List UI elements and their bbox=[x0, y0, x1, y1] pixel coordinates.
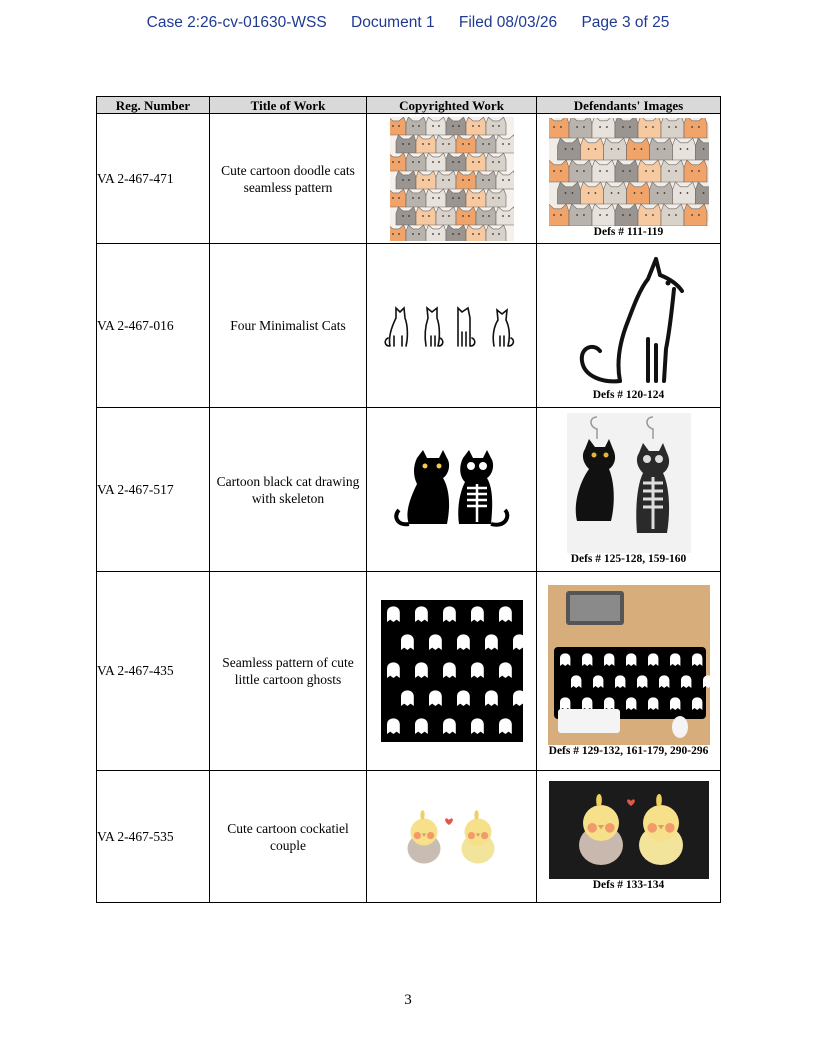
infringement-table bbox=[96, 96, 721, 903]
reg-number: VA 2-467-471 bbox=[97, 114, 210, 244]
document-number: Document 1 bbox=[351, 14, 435, 31]
table-row bbox=[97, 572, 721, 771]
table-header-row bbox=[97, 97, 721, 114]
defs-numbers: Defs # 111-119 bbox=[593, 226, 664, 238]
col-defendants-images: Defendants' Images bbox=[537, 97, 721, 114]
copyrighted-work-image bbox=[367, 771, 537, 903]
doodle-cats-product-image bbox=[549, 118, 709, 226]
title-of-work: Four Minimalist Cats bbox=[210, 244, 367, 408]
ghost-desk-mat-image bbox=[548, 585, 710, 745]
defendants-image bbox=[537, 244, 721, 408]
case-header bbox=[0, 14, 816, 32]
case-number: Case 2:26-cv-01630-WSS bbox=[146, 14, 327, 31]
reg-number: VA 2-467-535 bbox=[97, 771, 210, 903]
col-copyrighted-work: Copyrighted Work bbox=[367, 97, 537, 114]
reg-number: VA 2-467-016 bbox=[97, 244, 210, 408]
cat-earrings-image bbox=[567, 413, 691, 553]
defs-numbers: Defs # 133-134 bbox=[592, 879, 665, 891]
col-title-of-work: Title of Work bbox=[210, 97, 367, 114]
page-count: Page 3 of 25 bbox=[581, 14, 670, 31]
page-number: 3 bbox=[404, 992, 412, 1008]
filed-date: Filed 08/03/26 bbox=[458, 14, 558, 31]
reg-number: VA 2-467-435 bbox=[97, 572, 210, 771]
black-cat-skeleton-image bbox=[387, 444, 517, 536]
table-row bbox=[97, 244, 721, 408]
title-of-work: Seamless pattern of cute little cartoon ghosts bbox=[210, 572, 367, 771]
cockatiel-couple-product-image bbox=[549, 781, 709, 879]
defs-numbers: Defs # 120-124 bbox=[592, 389, 665, 401]
doodle-cats-pattern-image bbox=[390, 117, 514, 241]
copyrighted-work-image bbox=[367, 114, 537, 244]
defendants-image bbox=[537, 114, 721, 244]
title-of-work: Cute cartoon doodle cats seamless pattern bbox=[210, 114, 367, 244]
four-minimalist-cats-image bbox=[382, 296, 522, 356]
title-of-work: Cute cartoon cockatiel couple bbox=[210, 771, 367, 903]
reg-number: VA 2-467-517 bbox=[97, 408, 210, 572]
title-of-work: Cartoon black cat drawing with skeleton bbox=[210, 408, 367, 572]
copyrighted-work-image bbox=[367, 572, 537, 771]
table-row bbox=[97, 771, 721, 903]
defs-numbers: Defs # 125-128, 159-160 bbox=[570, 553, 687, 565]
table-row bbox=[97, 408, 721, 572]
defendants-image bbox=[537, 771, 721, 903]
sitting-cat-outline-image bbox=[564, 249, 694, 389]
ghost-pattern-image bbox=[381, 600, 523, 742]
defendants-image bbox=[537, 572, 721, 771]
col-reg-number: Reg. Number bbox=[97, 97, 210, 114]
defendants-image bbox=[537, 408, 721, 572]
copyrighted-work-image bbox=[367, 408, 537, 572]
cockatiel-couple-image bbox=[390, 802, 514, 872]
table-row bbox=[97, 114, 721, 244]
copyrighted-work-image bbox=[367, 244, 537, 408]
defs-numbers: Defs # 129-132, 161-179, 290-296 bbox=[548, 744, 709, 757]
